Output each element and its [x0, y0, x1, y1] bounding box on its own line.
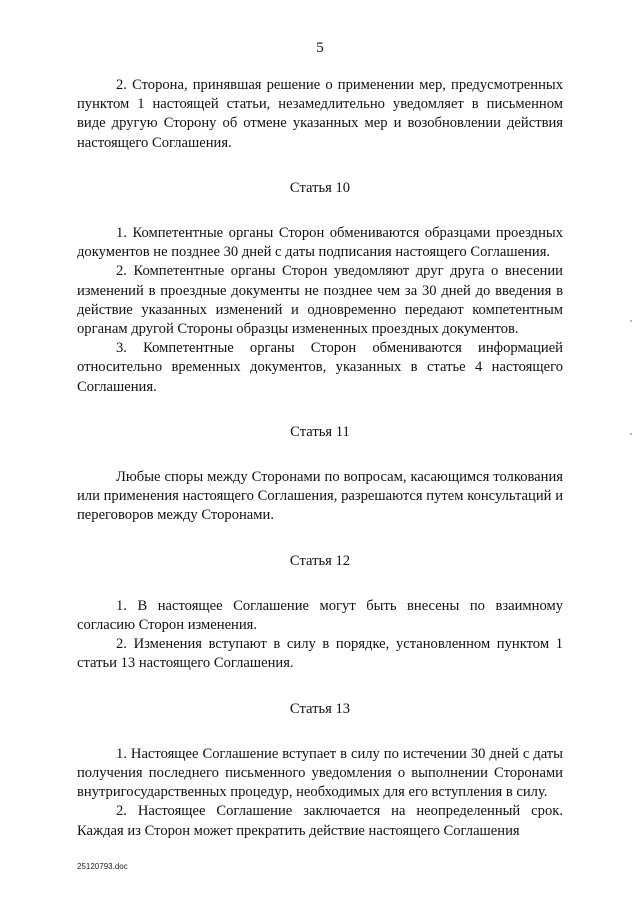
page-number: 5 [316, 40, 324, 56]
document-filename: 25120793.doc [77, 862, 128, 871]
paragraph: 2. Сторона, принявшая решение о применении мер, предусмотренных пунктом 1 настоящей статьи, незамедлительно уведомляет в письменном виде другую Сторону об отмене указанных мер и возобновлении действия настоящего Соглашения. [77, 77, 563, 151]
paragraph: 1. Настоящее Соглашение вступает в силу по истечении 30 дней с даты получения последнего письменного уведомления о выполнении Сторонами внутригосударственных процедур, необходимых для его вступления в силу. [77, 745, 563, 801]
paragraph: 1. Компетентные органы Сторон обмениваются образцами проездных документов не позднее 30 дней с даты подписания настоящего Соглашения. [77, 225, 563, 261]
paragraph: 2. Изменения вступают в силу в порядке, установленном пунктом 1 статьи 13 настоящего Соглашения. [77, 636, 563, 672]
article-heading: Статья 12 [289, 552, 351, 569]
article-12 [77, 552, 563, 674]
article-heading: Статья 10 [289, 179, 351, 196]
scan-speck [630, 320, 632, 322]
article-continuation [77, 76, 563, 153]
article-11 [77, 423, 563, 526]
paragraph: Любые споры между Сторонами по вопросам, касающимся толкования или применения настоящего Соглашения, разрешаются путем консультаций и переговоров между Сторонами. [77, 469, 563, 524]
article-10 [77, 179, 563, 397]
scan-speck [630, 433, 632, 435]
document-body [77, 76, 563, 841]
paragraph: 2. Настоящее Соглашение заключается на неопределенный срок. Каждая из Сторон может прекратить действие настоящего Соглашения [77, 803, 563, 839]
article-heading: Статья 13 [289, 700, 351, 717]
paragraph: 2. Компетентные органы Сторон уведомляют друг друга о внесении изменений в проездные документы не позднее чем за 30 дней до введения в действие указанных изменений и одновременно передают компетентным органам другой Стороны образцы измененных проездных документов. [77, 263, 563, 338]
article-heading: Статья 11 [290, 423, 350, 440]
paragraph: 3. Компетентные органы Сторон обмениваются информацией относительно временных документов, указанных в статье 4 настоящего Соглашения. [77, 340, 563, 395]
paragraph: 1. В настоящее Соглашение могут быть внесены по взаимному согласию Сторон изменения. [77, 597, 563, 634]
article-13 [77, 700, 563, 841]
